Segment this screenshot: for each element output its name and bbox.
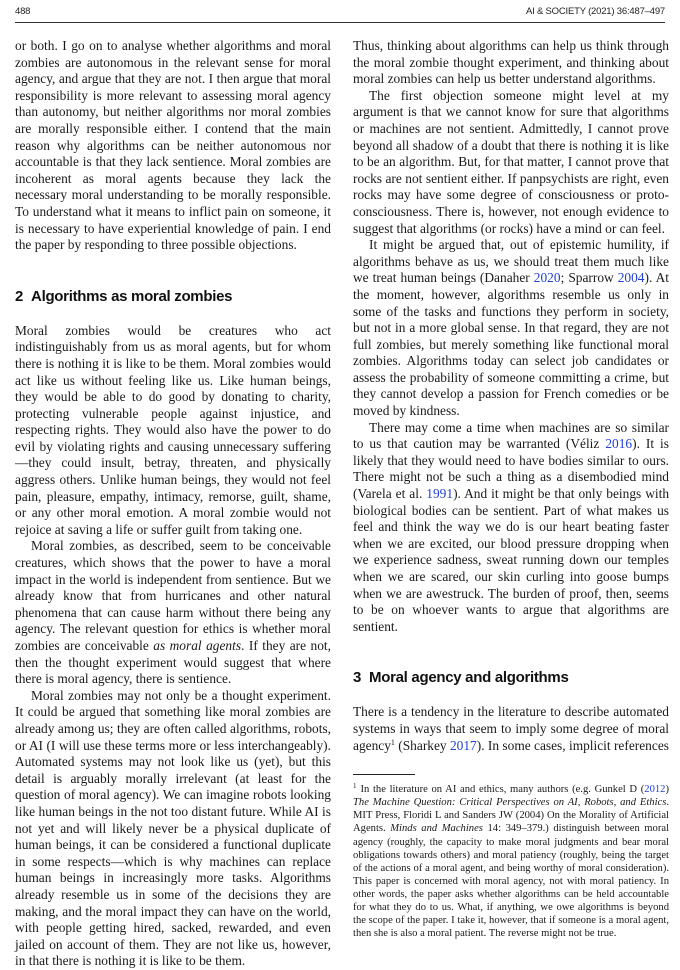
section-heading-2 [15,288,331,306]
text-run: It might be argued that, out of epistemic humility, if algorithms behave as us, we should treat them much like we treat human beings (Danaher [353,237,669,286]
right-column [353,38,669,940]
journal-citation: AI & SOCIETY (2021) 36:487–497 [525,6,665,17]
text-run: 14: 349–379.) distinguish between moral agency (roughly, the capacity to make moral judgments and bear moral obligations towards others) and moral patiency (roughly, being the target of the actions of a moral agent, and being worthy of moral consideration). This paper is concerned with moral agency, not with moral patiency. In other words, the paper asks whether algorithms can be held accountable for what they do to us. What, if anything, we owe algorithms is beyond the scope of the paper. I take it, however, that if someone is a moral agent, then she is also a moral patient. The reverse might not be true. [353,823,670,940]
section-number: 3 [353,669,362,687]
text-run: ; Sparrow [560,270,618,286]
text-run: There is a tendency in the literature to describe automated systems in ways that seem to imply some degree of moral agency [353,704,669,753]
citation-link[interactable]: 2016 [605,436,633,452]
header-rule [15,22,665,23]
footnote [353,783,669,940]
text-run: . MIT Press, Floridi L and Sanders JW (2004) On the Morality of Artificial Agents. [353,797,669,835]
journal-title: Minds and Machines [390,823,483,835]
citation-link[interactable]: 2004 [617,270,645,286]
text-run: ). And it might be that only beings with biological bodies can be sentient. Part of what makes us feel and think the way we do is our heart beating faster when we are excited, our blood pressure dropping when we experience sadness, sweat running down our temples when we are scared, our skin curling into goose bumps when we are awestruck. The burden of proof, then, seems to be on whoever wants to argue that algorithms are sentient. [353,486,670,634]
body-paragraph [353,237,669,420]
section-title: Moral agency and algorithms [369,669,569,687]
text-run: There may come a time when machines are so similar to us that caution may be warranted (Véliz [353,419,669,452]
footnote-marker[interactable]: 1 [390,737,395,747]
text-run: ). At the moment, however, algorithms resemble us only in some of the tasks and functions they perform in society, but not in a more global sense. In that regard, they are not full zombies, but merely something like functional moral zombies. Algorithms today can select job candidates or assess the probability of someone committing a crime, but they cannot develop a passion for French comedies or be moved by kindness. [353,270,669,419]
text-run: ). In some cases, implicit references [476,737,669,753]
citation-link[interactable]: 1991 [426,486,454,502]
left-column [15,38,331,970]
body-paragraph: The first objection someone might level at my argument is that we cannot know for sure that algorithms or machines are not sentient. Admittedly, I cannot prove beyond all shadow of a doubt that there is nothing it is like to be an algorithm. But, for that matter, I cannot prove that rocks are not sentient either. If panpsychists are right, even rocks may have some degree of consciousness or proto-consciousness. There is, however, not enough evidence to suggest that algorithms (or rocks) have a mind or can feel. [353,87,669,236]
text-run: ). It is likely that they would need to have bodies similar to ours. There might not be such a thing as a disembodied mind (Varela et al. [353,436,669,502]
text-run: ) [665,784,669,796]
text-run: . If they are not, then the thought experiment would suggest that where there is moral agency, there is sentience. [15,638,332,687]
body-paragraph [15,538,331,687]
footnote-number: 1 [353,782,357,791]
intro-paragraph: or both. I go on to analyse whether algorithms and moral zombies are autonomous in the relevant sense for moral agency, and argue that they are not. I then argue that moral responsibility is more relevant to assessing moral agency than autonomy, but neither algorithms nor moral zombies are morally responsible either. I contend that the main reason why algorithms can be neither autonomous nor accountable is that they lack sentience. Moral zombies are incoherent as moral agents because they lack the necessary moral understanding to be morally responsible. To understand what it means to inflict pain on someone, it is necessary to have experiential knowledge of pain. I end the paper by responding to three possible objections. [15,38,331,253]
text-run: In the literature on AI and ethics, many authors (e.g. Gunkel D ( [360,784,645,796]
citation-link[interactable]: 2020 [533,270,561,286]
section-title: Algorithms as moral zombies [31,287,233,305]
footnote-rule [353,774,415,775]
book-title: The Machine Question: Critical Perspectives on AI, Robots, and Ethics [353,797,667,809]
citation-link[interactable]: 2012 [644,784,666,796]
citation-link[interactable]: 2017 [449,737,477,753]
text-run: Moral zombies, as described, seem to be conceivable creatures, which shows that the power to have a moral impact in the world is independent from sentience. But we already know that from hurricanes and other natural phenomena that can cause harm without there being any agency. The relevant question for ethics is whether moral zombies are conceivable [15,538,331,653]
running-head [15,5,665,21]
body-paragraph [353,420,669,636]
body-paragraph: Moral zombies may not only be a thought experiment. It could be argued that something like moral zombies are already among us; they are often called algorithms, robots, or AI (I will use these terms more or less interchangeably). Automated systems may not look like us (yet), but this detail is arguably morally irrelevant (at least for the question of moral agency). We can imagine robots looking like human beings in the not too distant future. While AI is not yet and will likely never be a physical duplicate of human beings, it can be considered a functional duplicate in some respects—which is why machines can replace human beings in increasingly more tasks. Algorithms already resemble us in some of the decisions they are making, and the moral impact they can have on the world, with people getting hired, sacked, rewarded, and even jailed on account of them. They are not like us, however, in that there is nothing it is like to be them. [15,687,331,969]
text-run: (Sharkey [394,737,450,753]
section-heading-3 [353,669,669,687]
section-number: 2 [15,287,24,305]
body-paragraph: Moral zombies would be creatures who act indistinguishably from us as moral agents, but for whom there is nothing it is like to be them. Moral zombies would act like us without feeling like us. Like human beings, they would be able to do good by donating to charity, protecting vulnerable people against injustice, and respecting rights. They would also have the power to do evil by violating rights and causing unnecessary suffering—they could insult, betray, threaten, and physically aggress others. Unlike human beings, they would not feel pain, pleasure, empathy, intimacy, remorse, guilt, shame, or any other moral emotion. A moral zombie would not rejoice at saving a life or suffer guilt from taking one. [15,322,331,537]
emphasis: as moral agents [153,638,242,653]
body-paragraph [353,704,669,754]
body-paragraph: Thus, thinking about algorithms can help us think through the moral zombie thought experiment, and thinking about moral zombies can help us better understand algorithms. [353,38,669,87]
page-number: 488 [15,6,31,17]
